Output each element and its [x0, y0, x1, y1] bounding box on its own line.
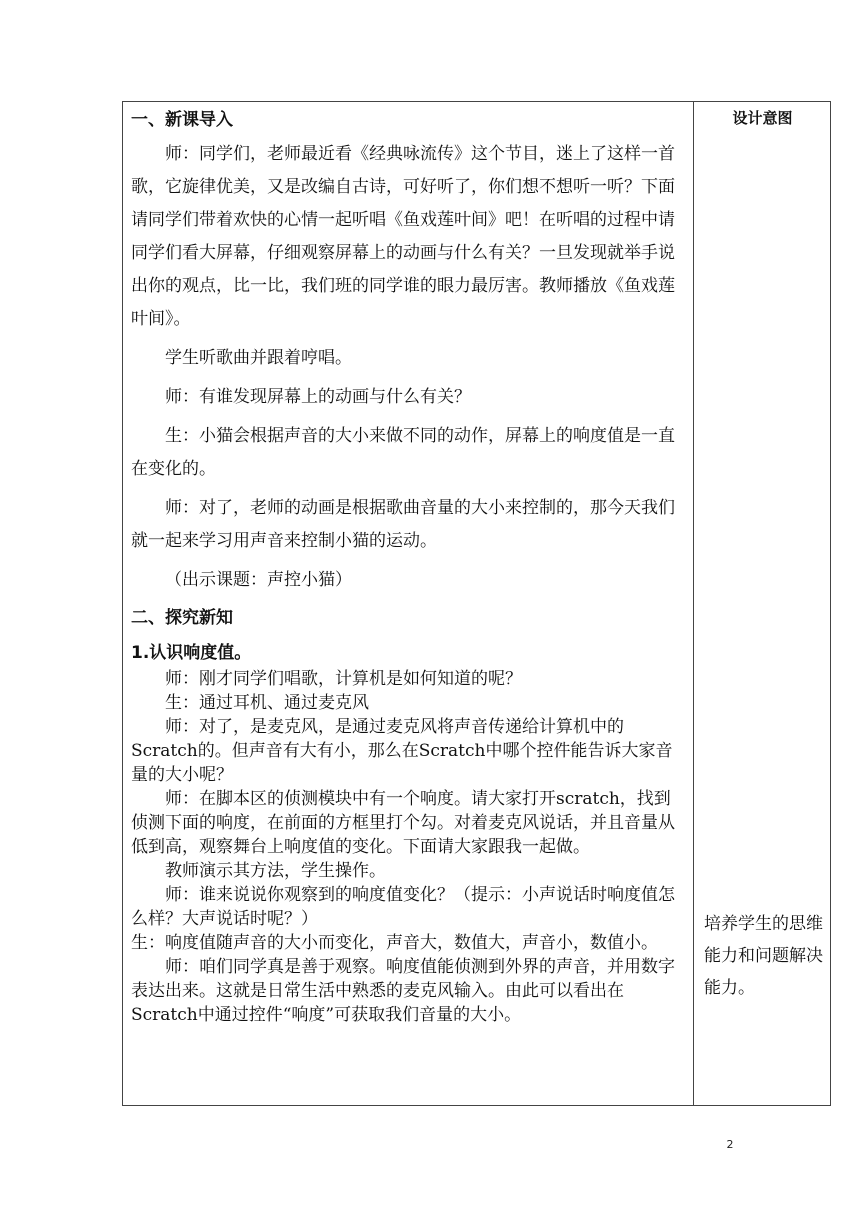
lesson-content-cell: [131, 106, 687, 1027]
design-intent-header: 设计意图: [732, 109, 793, 127]
paragraph: 师：谁来说说你观察到的响度值变化？（提示：小声说话时响度值怎么样？大声说话时呢？）: [131, 885, 675, 929]
paragraph: 师：咱们同学真是善于观察。响度值能侦测到外界的声音，并用数字表达出来。这就是日常生活中熟悉的麦克风输入。由此可以看出在Scratch中通过控件“响度”可获取我们音量的大小。: [131, 957, 675, 1025]
paragraph: 师：有谁发现屏幕上的动画与什么有关？: [165, 387, 471, 407]
paragraph: 生：通过耳机、通过麦克风: [165, 693, 369, 713]
paragraph: 师：在脚本区的侦测模块中有一个响度。请大家打开scratch，找到侦测下面的响度，在前面的方框里打个勾。对着麦克风说话，并且音量从低到高，观察舞台上响度值的变化。下面请大家跟我一起做。: [131, 789, 675, 857]
lesson-plan-table: [122, 101, 831, 1106]
paragraph: 师：对了，老师的动画是根据歌曲音量的大小来控制的，那今天我们就一起来学习用声音来控制小猫的运动。: [131, 498, 675, 551]
design-intent-cell: [694, 102, 831, 1105]
paragraph: 生：小猫会根据声音的大小来做不同的动作，屏幕上的响度值是一直在变化的。: [131, 426, 675, 479]
paragraph: 师：对了，是麦克风，是通过麦克风将声音传递给计算机中的Scratch的。但声音有大有小，那么在Scratch中哪个控件能告诉大家音量的大小呢？: [131, 717, 673, 785]
section-heading-explore: 二、探究新知: [131, 608, 233, 628]
paragraph: 学生听歌曲并跟着哼唱。: [165, 348, 352, 368]
design-intent-note: 培养学生的思维能力和问题解决能力。: [704, 914, 823, 998]
paragraph: 教师演示其方法，学生操作。: [165, 861, 386, 881]
paragraph: （出示课题：声控小猫）: [165, 570, 352, 590]
section-heading-intro: 一、新课导入: [131, 110, 233, 130]
paragraph: 师：同学们，老师最近看《经典咏流传》这个节目，迷上了这样一首歌，它旋律优美，又是改编自古诗，可好听了，你们想不想听一听？下面请同学们带着欢快的心情一起听唱《鱼戏莲叶间》吧！在听唱的过程中请同学们看大屏幕，仔细观察屏幕上的动画与什么有关？一旦发现就举手说出你的观点，比一比，我们班的同学谁的眼力最厉害。教师播放《鱼戏莲叶间》。: [131, 144, 675, 329]
page-number: 2: [726, 1138, 734, 1151]
paragraph: 生：响度值随声音的大小而变化，声音大，数值大，声音小，数值小。: [131, 933, 658, 953]
subheading-loudness: 1.认识响度值。: [131, 643, 252, 663]
paragraph: 师：刚才同学们唱歌，计算机是如何知道的呢？: [165, 669, 522, 689]
